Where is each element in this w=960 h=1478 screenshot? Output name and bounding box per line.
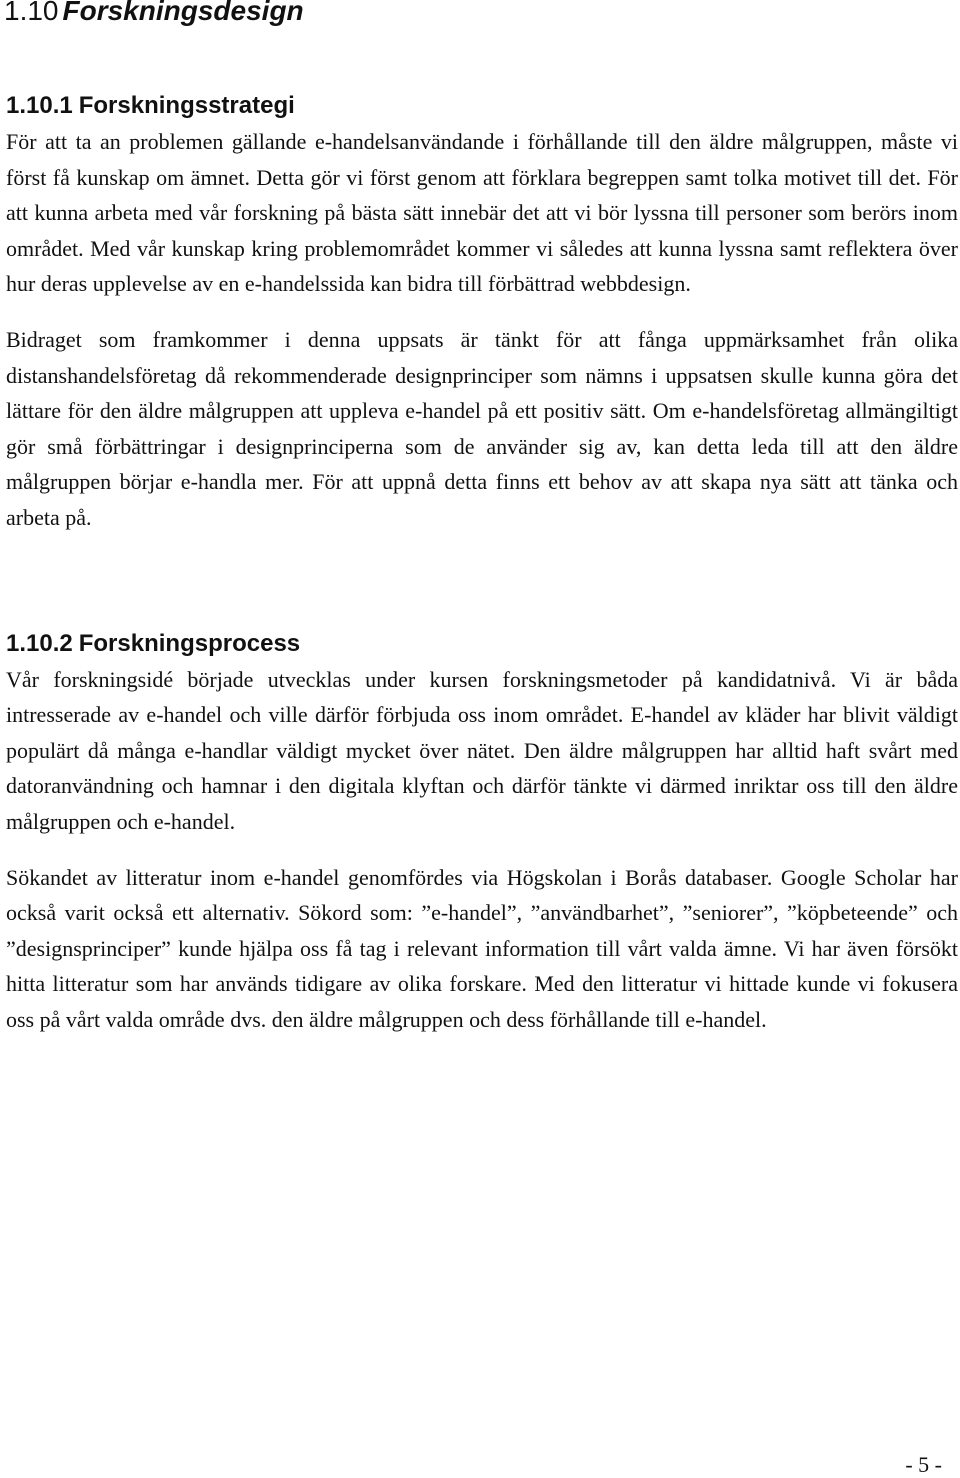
section-heading bbox=[6, 92, 958, 120]
document-page bbox=[6, 0, 958, 1037]
body-paragraph: Vår forskningsidé började utvecklas under kursen forskningsmetoder på kandidatnivå. Vi är båda intresserade av e-handel och ville därför förbjuda oss inom området. E-handel av kläder har blivit väldigt populärt då många e-handlar väldigt mycket över nätet. Den äldre målgruppen har alltid haft svårt med datoranvändning och hamnar i den digitala klyftan och därför tänkte vi därmed inriktar oss till den äldre målgruppen och e-handel. bbox=[6, 666, 958, 834]
section-heading bbox=[6, 630, 958, 658]
body-paragraph: Bidraget som framkommer i denna uppsats är tänkt för att fånga uppmärksamhet från olika distanshandelsföretag då rekommenderade designprinciper som nämns i uppsatsen skulle kunna göra det lättare för den äldre målgruppen att uppleva e-handel på ett positiv sätt. Om e-handelsföretag allmängiltigt gör små förbättringar i designprinciperna som de använder sig av, kan detta leda till att den äldre målgruppen börjar e-handla mer. För att uppnå detta finns ett behov av att skapa nya sätt att tänka och arbeta på. bbox=[6, 326, 958, 530]
section-title: Forskningsstrategi bbox=[78, 92, 295, 119]
chapter-title: Forskningsdesign bbox=[62, 0, 304, 26]
section-forskningsprocess bbox=[6, 630, 958, 1038]
body-paragraph: För att ta an problemen gällande e-handelsanvändande i förhållande till den äldre målgruppen, måste vi först få kunskap om ämnet. Detta gör vi först genom att förklara begreppen samt tolka motivet till det. För att kunna arbeta med vår forskning på bästa sätt innebär det att vi bör lyssna till personer som berörs inom området. Med vår kunskap kring problemområdet kommer vi således att kunna lyssna samt reflektera över hur deras upplevelse av en e-handelssida kan bidra till förbättrad webbdesign. bbox=[6, 129, 958, 297]
section-forskningsstrategi bbox=[6, 92, 958, 536]
page-number: - 5 - bbox=[905, 1452, 942, 1477]
section-number: 1.10.1 bbox=[6, 92, 73, 119]
chapter-heading bbox=[4, 0, 958, 25]
section-number: 1.10.2 bbox=[6, 629, 73, 657]
body-paragraph: Sökandet av litteratur inom e-handel genomfördes via Högskolan i Borås databaser. Google Scholar har också varit också ett alternativ. Sökord som: ”e-handel”, ”användbarhet”, ”seniorer”, ”köpbeteende” och ”designsprinciper” kunde hjälpa oss få tag i relevant information till vårt valda ämne. Vi har även försökt hitta litteratur som har används tidigare av olika forskare. Med den litteratur vi hittade kunde vi fokusera oss på vårt valda område dvs. den äldre målgruppen och dess förhållande till e-handel. bbox=[6, 864, 958, 1032]
section-title: Forskningsprocess bbox=[78, 629, 301, 657]
chapter-number: 1.10 bbox=[4, 0, 59, 26]
